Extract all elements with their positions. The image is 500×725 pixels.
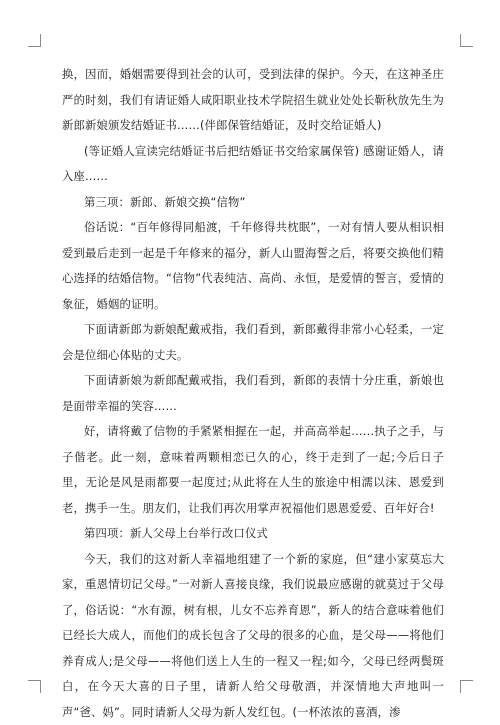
document-body [62,62,444,725]
crop-mark-top-right [460,34,473,47]
paragraph-groom-ring: 下面请新郎为新娘配戴戒指，我们看到，新郎戴得非常小心轻柔，一定会是位细心体贴的丈夫。 [62,317,444,368]
section-heading-exchange-tokens: 第三项：新郎、新娘交换“信物” [62,190,444,216]
section-heading-parents: 第四项：新人父母上台举行改口仪式 [62,521,444,547]
paragraph-bride-ring: 下面请新娘为新郎配戴戒指，我们看到，新郎的表情十分庄重，新娘也是面带幸福的笑容…… [62,368,444,419]
crop-mark-bottom-right [460,680,473,693]
crop-mark-top-left [28,34,41,47]
paragraph-parents: 今天，我们的这对新人幸福地组建了一个新的家庭，但“建小家莫忘大家，重恩情切记父母。”一对新人喜接良缘，我们说最应感谢的就莫过于父母了，俗话说：“水有源，树有根，儿女不忘养育恩”，新人的结合意味着他们已经长大成人，而他们的成长包含了父母的很多的心血，是父母——将他们养育成人;是父母——将他们送上人生的一程又一程;如今，父母已经两鬓斑白，在今天大喜的日子里，请新人给父母敬酒，并深情地大声地叫一声“爸、妈”。同时请新人父母为新人发红包。(一杯浓浓的喜酒，渗 [62,547,444,725]
crop-mark-bottom-left [28,680,41,693]
paragraph-certificate: 换，因而，婚姻需要得到社会的认可，受到法律的保护。今天，在这神圣庄严的时刻，我们有请证婚人咸阳职业技术学院招生就业处处长靳秋放先生为新郎新娘颁发结婚证书……(伴郎保管结婚证，及时交给证婚人) [62,62,444,139]
paragraph-thanks-witness: (等证婚人宣读完结婚证书后把结婚证书交给家属保管) 感谢证婚人，请入座…… [62,139,444,190]
paragraph-hold-hands: 好，请将戴了信物的手紧紧相握在一起，并高高举起……执子之手，与子偕老。此一刻，意味着两颗相恋已久的心，终于走到了一起;今后日子里，无论是风是雨都要一起度过;从此将在人生的旅途中相濡以沫、恩爱到老，携手一生。朋友们，让我们再次用掌声祝福他们恩恩爱爱、百年好合! [62,419,444,521]
paragraph-tokens: 俗话说：“百年修得同船渡，千年修得共枕眠”，一对有情人要从相识相爱到最后走到一起是千年修来的福分，新人山盟海誓之后，将要交换他们精心选择的结婚信物。“信物”代表纯洁、高尚、永恒，是爱情的誓言，爱情的象征，婚姻的证明。 [62,215,444,317]
